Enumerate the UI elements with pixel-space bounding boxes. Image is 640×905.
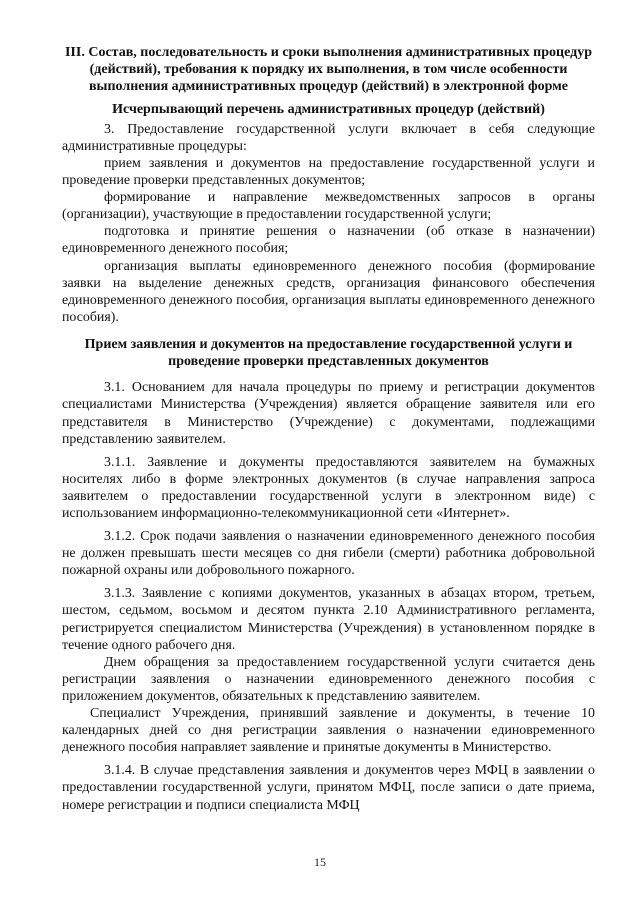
- page-number: 15: [314, 855, 326, 869]
- paragraph: 3.1. Основанием для начала процедуры по приему и регистрации документов специалистами Министерства (Учреждения) является обращение заявителя или его представителя в Министерство (Учреждение) с документами, подлежащими представлению заявителем.: [62, 380, 595, 447]
- paragraph: 3.1.2. Срок подачи заявления о назначении единовременного денежного пособия не должен превышать шести месяцев со дня гибели (смерти) работника добровольной пожарной охраны или добровольного пожарного.: [62, 529, 595, 579]
- paragraph: 3.1.1. Заявление и документы предоставляются заявителем на бумажных носителях либо в форме электронных документов (в случае направления запроса заявителем о предоставлении государственной услуги в электронном виде) с использованием информационно-телекоммуникационной сети «Интернет».: [62, 454, 595, 521]
- paragraph: Днем обращения за предоставлением государственной услуги считается день регистрации заявления о назначении единовременного денежного пособия с приложением документов, обязательных к представлению заявителем.: [62, 654, 595, 704]
- paragraph: формирование и направление межведомственных запросов в органы (организации), участвующие в предоставлении государственной услуги;: [62, 190, 595, 223]
- paragraph: 3. Предоставление государственной услуги включает в себя следующие административные процедуры:: [62, 121, 595, 154]
- document-page: [62, 30, 595, 814]
- paragraph: Специалист Учреждения, принявший заявление и документы, в течение 10 календарных дней со дня регистрации заявления о назначении единовременного денежного пособия направляет заявление и принятые документы в Министерство.: [62, 706, 595, 756]
- paragraph: прием заявления и документов на предоставление государственной услуги и проведение проверки представленных документов;: [62, 156, 595, 189]
- paragraph: 3.1.3. Заявление с копиями документов, указанных в абзацах втором, третьем, шестом, седьмом, восьмом и десятом пункта 2.10 Административного регламента, регистрируется специалистом Министерства (Учреждения) в установленном порядке в течение одного рабочего дня.: [62, 586, 595, 653]
- paragraph: 3.1.4. В случае представления заявления и документов через МФЦ в заявлении о предоставлении государственной услуги, принятом МФЦ, после записи о дате приема, номере регистрации и подписи специалиста МФЦ: [62, 763, 595, 813]
- subtitle-procedures-list: Исчерпывающий перечень административных процедур (действий): [112, 101, 545, 117]
- procedures-list-block: [62, 121, 595, 326]
- paragraph: подготовка и принятие решения о назначении (об отказе в назначении) единовременного денежного пособия;: [62, 224, 595, 257]
- subtitle-application-intake: Прием заявления и документов на предоставление государственной услуги и проведение проверки представленных документов: [84, 336, 573, 370]
- application-intake-block: [62, 379, 595, 813]
- paragraph: организация выплаты единовременного денежного пособия (формирование заявки на выделение денежных средств, организация финансового обеспечения единовременного денежного пособия, организация выплаты единовременного денежного пособия).: [62, 258, 595, 325]
- section-title: III. Состав, последовательность и сроки выполнения административных процедур (действий), требования к порядку их выполнения, в том числе особенности выполнения административных процедур (действий) в электронной форме: [64, 45, 593, 95]
